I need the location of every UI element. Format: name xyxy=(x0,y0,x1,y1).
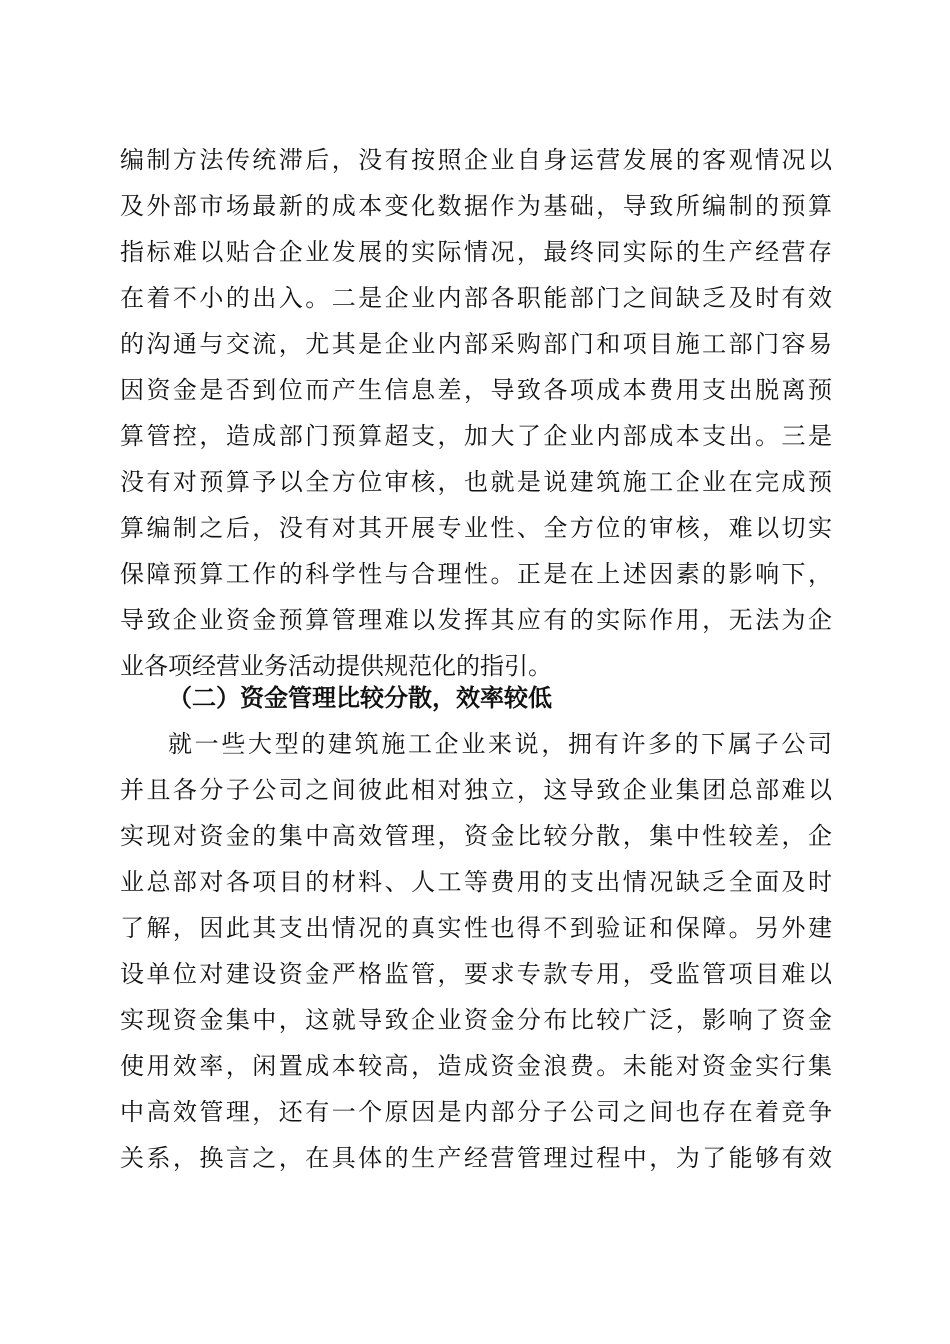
paragraph-line: 的沟通与交流，尤其是企业内部采购部门和项目施工部门容易 xyxy=(120,330,832,358)
paragraph-line: 没有对预算予以全方位审核，也就是说建筑施工企业在完成预 xyxy=(120,468,832,496)
paragraph-line: 实现资金集中，这就导致企业资金分布比较广泛，影响了资金 xyxy=(120,1006,832,1034)
paragraph-line: 在着不小的出入。二是企业内部各职能部门之间缺乏及时有效 xyxy=(120,284,832,312)
paragraph-line: 及外部市场最新的成本变化数据作为基础，导致所编制的预算 xyxy=(120,192,832,220)
paragraph-line: 业各项经营业务活动提供规范化的指引。 xyxy=(120,652,552,680)
paragraph-line: 就一些大型的建筑施工企业来说，拥有许多的下属子公司 xyxy=(168,730,832,758)
paragraph-line: 指标难以贴合企业发展的实际情况，最终同实际的生产经营存 xyxy=(120,238,832,266)
paragraph-line: 并且各分子公司之间彼此相对独立，这导致企业集团总部难以 xyxy=(120,776,832,804)
paragraph-line: 了解，因此其支出情况的真实性也得不到验证和保障。另外建 xyxy=(120,914,832,942)
paragraph-line: 关系，换言之，在具体的生产经营管理过程中，为了能够有效 xyxy=(120,1144,832,1172)
section-heading: （二）资金管理比较分散，效率较低 xyxy=(168,684,552,712)
paragraph-line: 业总部对各项目的材料、人工等费用的支出情况缺乏全面及时 xyxy=(120,868,832,896)
paragraph-line: 使用效率，闲置成本较高，造成资金浪费。未能对资金实行集 xyxy=(120,1052,832,1080)
paragraph-line: 实现对资金的集中高效管理，资金比较分散，集中性较差，企 xyxy=(120,822,832,850)
paragraph-line: 保障预算工作的科学性与合理性。正是在上述因素的影响下， xyxy=(120,560,832,588)
paragraph-line: 设单位对建设资金严格监管，要求专款专用，受监管项目难以 xyxy=(120,960,832,988)
paragraph-line: 导致企业资金预算管理难以发挥其应有的实际作用，无法为企 xyxy=(120,606,832,634)
paragraph-line: 编制方法传统滞后，没有按照企业自身运营发展的客观情况以 xyxy=(120,146,832,174)
paragraph-line: 因资金是否到位而产生信息差，导致各项成本费用支出脱离预 xyxy=(120,376,832,404)
paragraph-line: 算编制之后，没有对其开展专业性、全方位的审核，难以切实 xyxy=(120,514,832,542)
paragraph-line: 中高效管理，还有一个原因是内部分子公司之间也存在着竞争 xyxy=(120,1098,832,1126)
paragraph-line: 算管控，造成部门预算超支，加大了企业内部成本支出。三是 xyxy=(120,422,832,450)
